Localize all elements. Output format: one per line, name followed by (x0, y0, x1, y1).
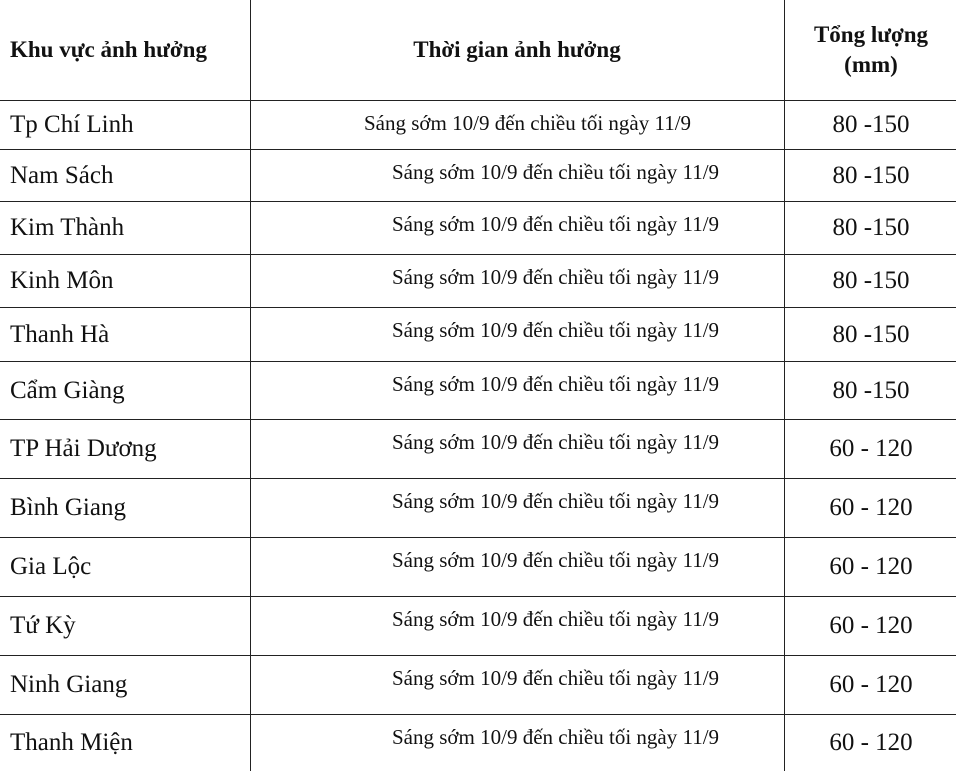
total-cell: 80 -150 (832, 267, 910, 294)
area-cell: TP Hải Dương (10, 435, 157, 462)
row-divider (0, 714, 956, 715)
total-cell: 80 -150 (832, 111, 910, 138)
row-divider (0, 419, 956, 420)
time-text: Sáng sớm 10/9 đến chiều tối ngày 11/9 (392, 318, 720, 342)
row-divider (0, 100, 956, 101)
table-row (0, 255, 956, 307)
row-divider (0, 307, 956, 308)
time-text: Sáng sớm 10/9 đến chiều tối ngày 11/9 (392, 607, 720, 631)
area-cell: Tp Chí Linh (10, 111, 134, 138)
time-text: Sáng sớm 10/9 đến chiều tối ngày 11/9 (392, 160, 720, 184)
header-time: Thời gian ảnh hưởng (413, 37, 621, 62)
row-divider (0, 361, 956, 362)
table-row (0, 202, 956, 254)
area-cell: Thanh Miện (10, 729, 133, 756)
time-text: Sáng sớm 10/9 đến chiều tối ngày 11/9 (392, 725, 720, 749)
table-row (0, 308, 956, 361)
area-cell: Tứ Kỳ (10, 612, 76, 639)
total-cell: 80 -150 (832, 161, 910, 189)
header-total-line1: Tổng lượng (813, 22, 929, 47)
header-total (786, 0, 956, 100)
row-divider (0, 596, 956, 597)
table-row (0, 420, 956, 478)
header-total-unit: (mm) (844, 52, 898, 77)
time-text: Sáng sớm 10/9 đến chiều tối ngày 11/9 (392, 666, 720, 690)
row-divider (0, 254, 956, 255)
table-row (0, 479, 956, 537)
total-cell: 80 -150 (832, 214, 910, 241)
row-divider (0, 201, 956, 202)
total-cell: 80 -150 (832, 320, 910, 348)
row-divider (0, 655, 956, 656)
area-cell: Bình Giang (10, 494, 126, 521)
area-cell: Ninh Giang (10, 671, 128, 698)
row-divider (0, 537, 956, 538)
table-row (0, 538, 956, 596)
table-row (0, 362, 956, 419)
area-cell: Kinh Môn (10, 267, 114, 294)
total-cell: 60 - 120 (829, 435, 913, 462)
area-cell: Gia Lộc (10, 553, 92, 580)
row-divider (0, 149, 956, 150)
table-row (0, 150, 956, 201)
total-cell: 80 -150 (832, 376, 910, 404)
table-header-row (0, 0, 956, 100)
table-row (0, 715, 956, 771)
total-cell: 60 - 120 (829, 553, 913, 580)
area-cell: Kim Thành (10, 214, 125, 241)
area-cell: Thanh Hà (10, 320, 110, 348)
time-text: Sáng sớm 10/9 đến chiều tối ngày 11/9 (392, 372, 720, 396)
time-text: Sáng sớm 10/9 đến chiều tối ngày 11/9 (392, 212, 720, 236)
table-row (0, 656, 956, 714)
time-text: Sáng sớm 10/9 đến chiều tối ngày 11/9 (392, 489, 720, 513)
time-text: Sáng sớm 10/9 đến chiều tối ngày 11/9 (392, 430, 720, 454)
time-text: Sáng sớm 10/9 đến chiều tối ngày 11/9 (364, 111, 692, 135)
area-cell: Cẩm Giàng (10, 376, 125, 404)
total-cell: 60 - 120 (829, 729, 913, 756)
total-cell: 60 - 120 (829, 494, 913, 521)
total-cell: 60 - 120 (829, 671, 913, 698)
time-text: Sáng sớm 10/9 đến chiều tối ngày 11/9 (392, 548, 720, 572)
time-text: Sáng sớm 10/9 đến chiều tối ngày 11/9 (392, 265, 720, 289)
header-area: Khu vực ảnh hưởng (10, 37, 207, 62)
table-row (0, 101, 956, 149)
area-cell: Nam Sách (10, 161, 114, 189)
total-cell: 60 - 120 (829, 612, 913, 639)
table-row (0, 597, 956, 655)
row-divider (0, 478, 956, 479)
